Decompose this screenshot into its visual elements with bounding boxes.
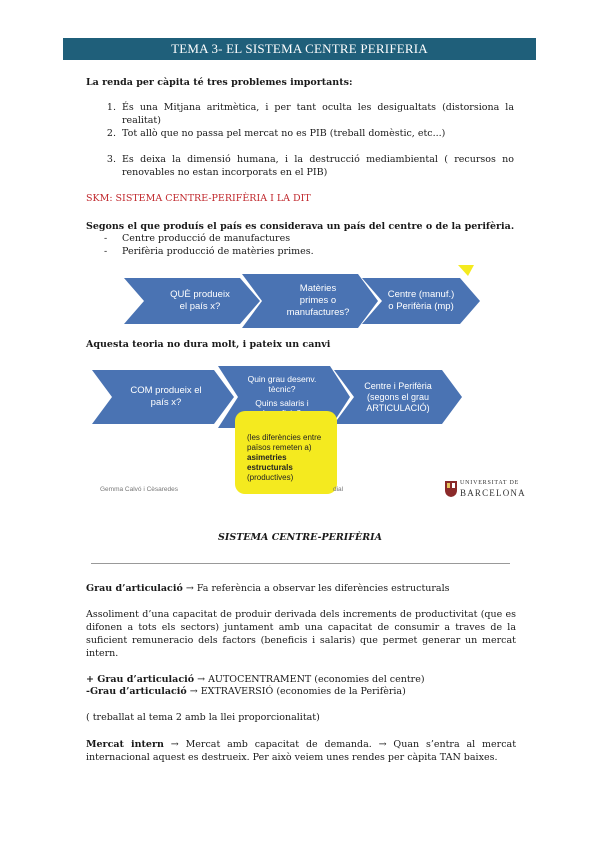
list-item: És una Mitjana aritmètica, i per tant oculta les desigualtats (distorsiona la realitat): [122, 102, 514, 126]
page-title: TEMA 3- EL SISTEMA CENTRE PERIFERIA: [63, 38, 536, 60]
list-item: Tot allò que no passa pel mercat no es PIB (treball domèstic, etc...): [122, 128, 446, 139]
bullet-item: Centre producció de manufactures: [122, 233, 291, 244]
author-footer: Gemma Calvó i Cèsaredes: [100, 486, 179, 493]
footer-suffix: dial: [333, 486, 344, 493]
list-item: Es deixa la dimensió humana, i la destrucció mediambiental ( recursos no renovables no estan incorporats en el PIB): [122, 154, 514, 178]
bullet-dash: -: [104, 246, 108, 257]
list-number: 3.: [106, 154, 116, 165]
section-title: SISTEMA CENTRE-PERIFÈRIA: [218, 532, 382, 543]
step-2-label: Quin grau desenv. tècnic? Quins salaris i: [247, 374, 317, 408]
university-crest-icon: [444, 480, 458, 498]
mercat-paragraph: Mercat intern → Mercat amb capacitat de demanda. → Quan s’entra al mercat internacional aquest es destrueix. Per això veiem unes rendes per càpita TAN baixes.: [86, 739, 517, 763]
sticky-note: (les diferències entre països remeten a) asimetries estructurals (productives): [235, 411, 337, 494]
sticky-corner-icon: [458, 265, 474, 276]
step-2-label: Matèries primes o manufactures?: [286, 283, 350, 318]
list-number: 1.: [106, 102, 116, 113]
step-1-label: COM produeix el país x?: [130, 385, 202, 408]
university-name-line2: BARCELONA: [460, 488, 526, 498]
list-number: 2.: [106, 128, 116, 139]
grau-line: Grau d’articulació → Fa referència a observar les diferències estructurals: [86, 583, 450, 594]
note-line: ( treballat al tema 2 amb la llei proporcionalitat): [86, 712, 320, 723]
bullet-dash: -: [104, 233, 108, 244]
paragraph: Assoliment d’una capacitat de produir derivada dels increments de productivitat (que es difonen a tots els sectors) juntament amb una capacitat de consumir a traves de la suficient remuneracio dels factors (beneficis i salaris) que permet generar un mercat intern.: [86, 609, 516, 659]
minus-line: -Grau d’articulació → EXTRAVERSIÓ (economies de la Perifèria): [86, 686, 406, 697]
plus-line: + Grau d’articulació → AUTOCENTRAMENT (economies del centre): [86, 674, 425, 685]
theory-note: Aquesta teoria no dura molt, i pateix un canvi: [86, 339, 331, 350]
divider: [91, 563, 510, 564]
bullet-item: Perifèria producció de matèries primes.: [122, 246, 314, 257]
skm-intro: Segons el que produís el país es considerava un país del centre o de la perifèria.: [86, 221, 515, 232]
university-name-line1: UNIVERSITAT DE: [460, 480, 520, 486]
section-heading: SKM: SISTEMA CENTRE-PERIFÈRIA I LA DIT: [86, 193, 311, 204]
step-3-label: Centre i Perifèria (segons el grau ARTICULACIÓ): [364, 380, 432, 413]
step-1-label: QUÈ produeix el país x?: [170, 289, 230, 312]
step-3-label: Centre (manuf.) o Perifèria (mp): [387, 289, 455, 312]
intro-text: La renda per càpita té tres problemes importants:: [86, 77, 353, 88]
